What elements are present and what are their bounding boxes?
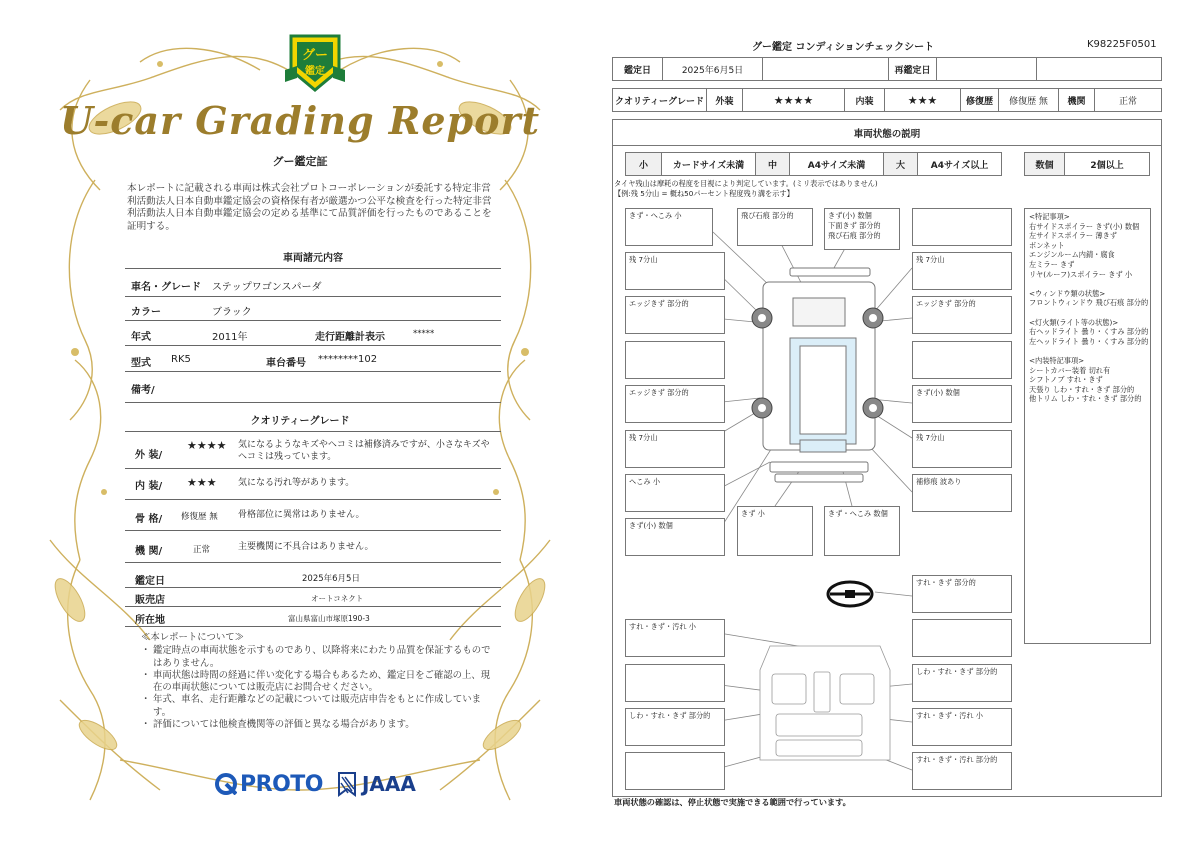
svg-text:グー: グー [301,48,329,63]
divider [125,562,501,563]
divider [125,296,501,297]
condition-heading: 車両状態の説明 [613,120,1161,146]
mileage-value: ***** [413,329,435,339]
divider [125,530,501,531]
condition-box: すれ・きず・汚れ 小 [912,708,1012,746]
condition-box [625,341,725,379]
interior-grade-description: 気になる汚れ等があります。 [238,478,355,488]
goo-kantei-badge-logo [283,30,347,94]
document-id: K98225F0501 [1087,39,1157,50]
grade-heading: クオリティーグレード [250,416,350,427]
quality-grade-label: クオリティーグレード [613,89,707,111]
size-mid-desc: A4サイズ未満 [790,153,884,175]
condition-box: 補修痕 波あり [912,474,1012,512]
repair-history-value: 修復歴 無 [999,89,1059,111]
condition-box: へこみ 小 [625,474,725,512]
steering-wheel-icon [828,582,872,606]
condition-box [625,752,725,790]
condition-box: エッジきず 部分的 [625,385,725,423]
condition-box: すれ・きず・汚れ 小 [625,619,725,657]
proto-mark-icon [215,773,237,795]
divider [125,606,501,607]
size-small-label: 小 [626,153,662,175]
appraisal-date-label: 鑑定日 [135,576,165,587]
condition-box [912,619,1012,657]
svg-text:鑑定: 鑑定 [305,66,325,77]
chassis-label: 車台番号 [266,358,306,369]
count-label: 数個 [1025,153,1065,175]
location-label: 所在地 [135,615,165,626]
appraisal-date-value: 2025年6月5日 [302,574,360,584]
divider [125,320,501,321]
jaaa-mark-icon [337,771,357,797]
condition-box [912,341,1012,379]
condition-box: すれ・きず・汚れ 部分的 [912,752,1012,790]
interior-stars: ★★★ [885,89,961,111]
list-item: ・ 年式、車名、走行距離などの記載については販売店申告をもとに作成しています。 [141,694,481,718]
list-item: ・ 鑑定時点の車両状態を示すものであり、以降将来にわたり品質を保証するものではありません。 [141,645,491,669]
spec-heading: 車両諸元内容 [283,253,343,264]
condition-box: 飛び石痕 部分的 [737,208,813,246]
remarks-group: <特記事項> 右サイドスポイラー きず(小) 数個 左サイドスポイラー 薄きず ボンネット エンジンルーム内錆・腐食 左ミラー きず リヤ(ルーフ)スポイラー きず 小 [1029,212,1140,279]
remarks-group: <内装特記事項> シートカバー装着 切れ有 シフトノブ すれ・きず 天張り しわ・すれ・きず 部分的 他トリム しわ・すれ・きず 部分的 [1029,355,1142,404]
engine-grade-description: 主要機関に不具合はありません。 [238,542,374,552]
engine-value: 正常 [1118,96,1137,107]
engine-label: 機関 [1059,89,1095,111]
condition-box [912,208,1012,246]
condition-box: エッジきず 部分的 [912,296,1012,334]
engine-grade-label: 機 関/ [135,546,163,557]
remarks-group: <灯火類(ライト等の状態)> 右ヘッドライト 曇り・くすみ 部分的 左ヘッドライト 曇り・くすみ 部分的 [1029,317,1149,346]
interior-top-view [760,646,890,760]
jaaa-logo: JAAA [337,771,416,797]
date-label: 鑑定日 [613,58,663,80]
name-value: ステップワゴンスパーダ [212,282,322,293]
remarks-group: <ウィンドウ類の状態> フロントウィンドウ 飛び石痕 部分的 [1029,288,1149,308]
repair-history-label: 修復歴 [961,89,999,111]
year-label: 年式 [131,332,151,343]
car-top-view [763,268,875,482]
partner-logos [215,768,416,800]
condition-box: しわ・すれ・きず 部分的 [625,708,725,746]
divider [125,468,501,469]
condition-box: きず(小) 数個 下面きず 部分的 飛び石痕 部分的 [824,208,900,250]
engine-grade-value: 正常 [193,545,211,555]
report-title: U-car Grading Report [59,98,541,143]
list-item: ・ 評価については他検査機関等の評価と異なる場合があります。 [141,719,415,731]
color-label: カラー [131,307,161,318]
dealer-value: オートコネクト [311,594,364,603]
tire-note-line: タイヤ残山は摩耗の程度を目視により判定しています。(ミリ表示ではありません) [614,179,878,188]
year-value: 2011年 [212,332,248,343]
condition-box: きず(小) 数個 [912,385,1012,423]
size-small-desc: カードサイズ未満 [662,153,756,175]
remarks-label: 備考/ [131,385,155,396]
model-label: 型式 [131,358,151,369]
divider [125,402,501,403]
exterior-stars: ★★★★ [743,89,845,111]
frame-grade-value: 修復歴 無 [181,512,218,522]
chassis-value: ********102 [318,354,378,365]
condition-box: 残 7分山 [625,252,725,290]
certification-statement: 本レポートに記載される車両は株式会社プロトコーポレーションが委託する特定非営利活動法人日本自動車鑑定協会の資格保有者が厳選かつ公平な検査を行った特定非営利活動法人日本自動車鑑定協会の定める基準にて品質評価を行ったものであることを証明する。 [127,183,492,232]
condition-box: きず・へこみ 数個 [824,506,900,556]
exterior-grade-description: 気になるようなキズやヘコミは補修済みですが、小さなキズやヘコミは残っています。 [238,440,490,462]
tire-note-line: 【例:残 5分山 = 概ね50パーセント程度残り溝を示す】 [614,189,794,198]
interior-grade-stars: ★★★ [187,476,217,489]
size-large-label: 大 [884,153,918,175]
condition-box: 残 7分山 [912,252,1012,290]
mileage-label: 走行距離計表示 [315,332,385,343]
divider [125,431,501,432]
interior-label: 内装 [845,89,885,111]
condition-box: エッジきず 部分的 [625,296,725,334]
dealer-label: 販売店 [135,595,165,606]
exterior-grade-stars: ★★★★ [187,439,227,452]
condition-box [625,664,725,702]
date-value: 2025年6月5日 [663,58,763,80]
interior-grade-label: 内 装/ [135,481,163,492]
exterior-grade-label: 外 装/ [135,450,163,461]
divider [125,371,501,372]
divider [125,345,501,346]
certificate-heading: グー鑑定証 [272,155,328,168]
name-label: 車名・グレード [131,282,201,293]
sheet-title: グー鑑定 コンディションチェックシート [752,42,935,53]
condition-box: きず・へこみ 小 [625,208,713,246]
list-item: ・ 車両状態は時間の経過に伴い変化する場合もあるため、鑑定日をご確認の上、現在の車両状態については販売店にお問合せください。 [141,669,491,694]
condition-box: きず(小) 数個 [625,518,725,556]
size-large-desc: A4サイズ以上 [930,160,989,171]
proto-logo: PROTO [215,772,323,797]
condition-box: 残 7分山 [912,430,1012,468]
condition-box: しわ・すれ・きず 部分的 [912,664,1012,702]
condition-check-sheet [600,0,1200,848]
frame-grade-description: 骨格部位に異常はありません。 [238,510,365,520]
size-mid-label: 中 [756,153,790,175]
frame-grade-label: 骨 格/ [135,514,163,525]
footer-note: 車両状態の確認は、停止状態で実施できる範囲で行っています。 [614,797,851,807]
special-remarks [1024,208,1151,644]
redate-label: 再鑑定日 [889,58,937,80]
divider [125,626,501,627]
exterior-label: 外装 [707,89,743,111]
count-desc: 2個以上 [1090,160,1124,171]
notes-heading: ≪本レポートについて≫ [141,632,244,643]
divider [125,587,501,588]
color-value: ブラック [212,307,252,318]
divider [125,268,501,269]
report-notes [141,632,491,731]
divider [125,499,501,500]
condition-box: きず 小 [737,506,813,556]
model-value: RK5 [171,354,191,365]
condition-box: すれ・きず 部分的 [912,575,1012,613]
condition-box: 残 7分山 [625,430,725,468]
location-value: 富山県富山市塚原190-3 [288,614,370,623]
